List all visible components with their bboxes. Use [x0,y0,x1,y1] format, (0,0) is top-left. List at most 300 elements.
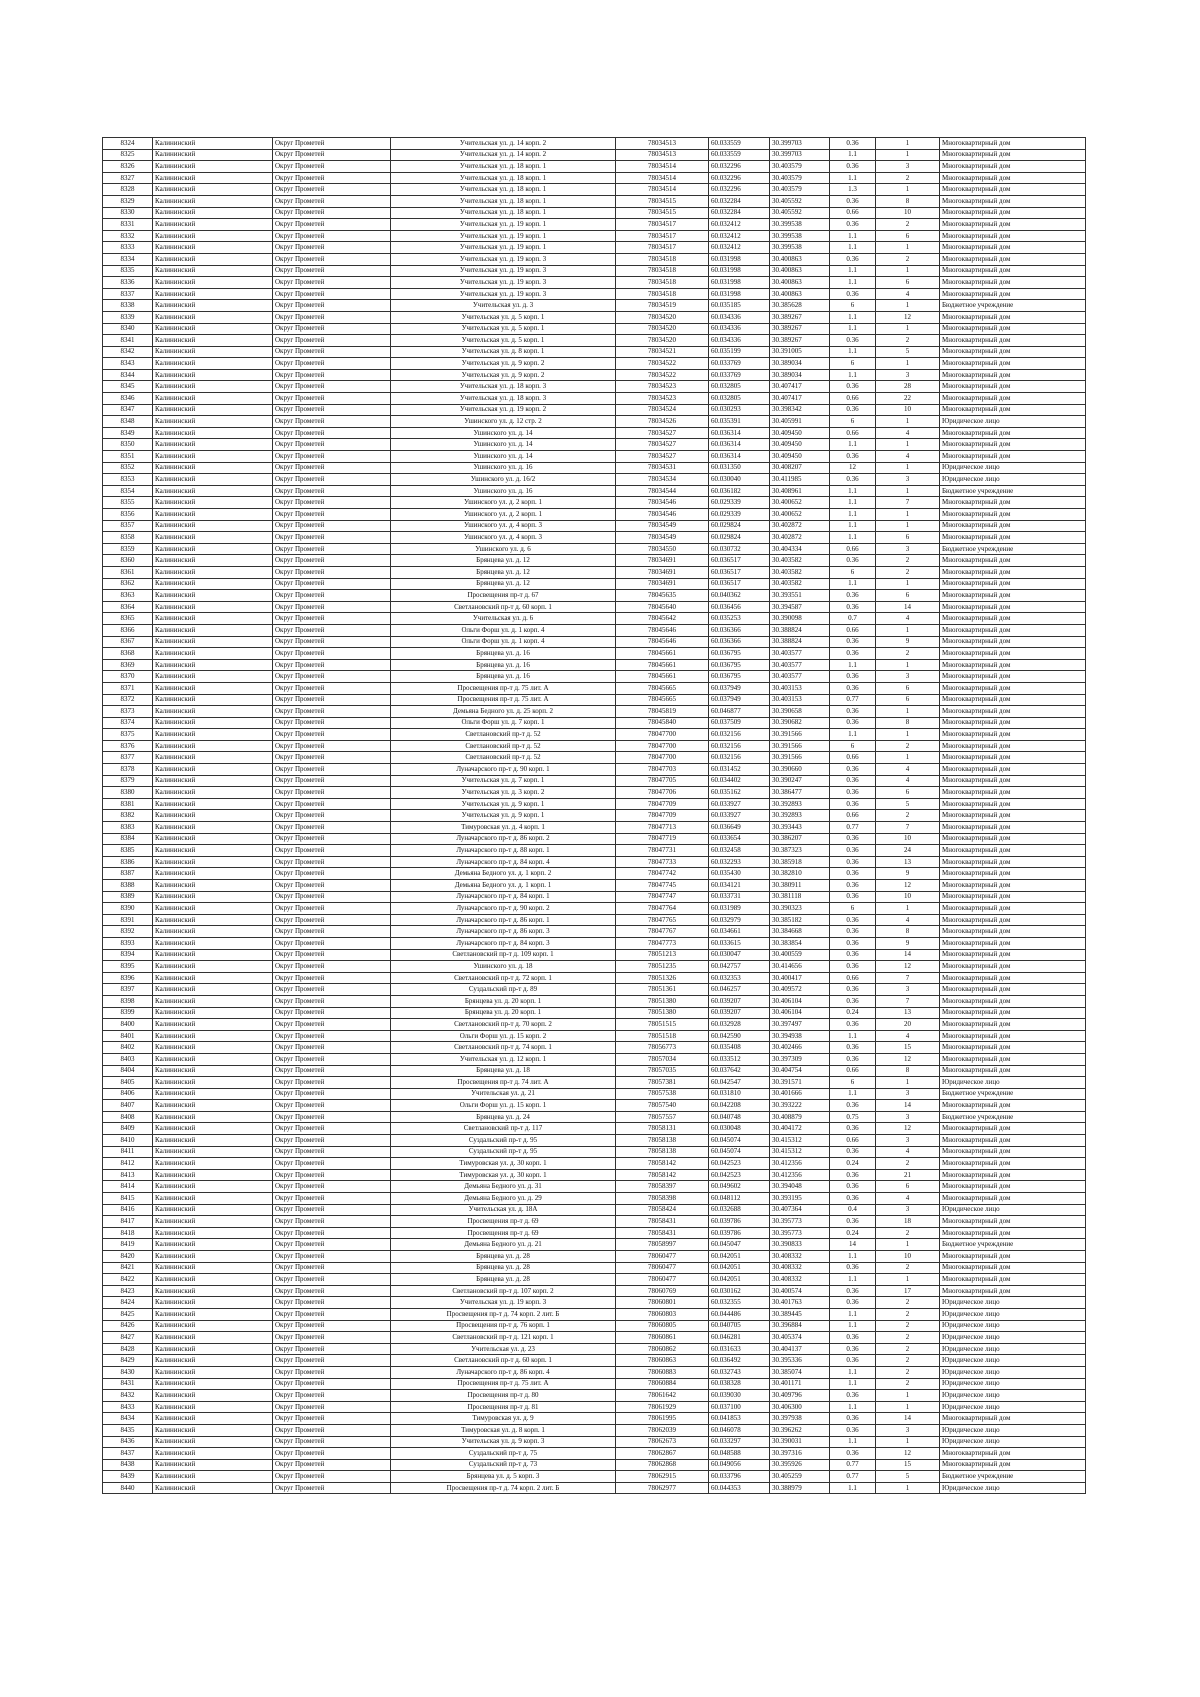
row-number: 8396 [103,972,153,984]
row-number: 8362 [103,578,153,590]
municipality-cell: Округ Прометей [273,636,391,648]
row-number: 8409 [103,1123,153,1135]
volume-cell: 0.36 [830,937,876,949]
table-row [103,555,1086,567]
category-cell: Многоквартирный дом [940,1448,1086,1460]
table-row [103,323,1086,335]
district-cell: Калининский [153,543,273,555]
address-cell: Ольги Форш ул. д. 1 корп. 4 [391,624,616,636]
category-cell: Многоквартирный дом [940,1053,1086,1065]
address-cell: Светлановский пр-т д. 74 корп. 1 [391,1042,616,1054]
row-number: 8328 [103,184,153,196]
count-cell: 2 [876,1158,940,1170]
volume-cell: 0.36 [830,1262,876,1274]
count-cell: 3 [876,474,940,486]
latitude-cell: 60.031998 [709,253,770,265]
municipality-cell: Округ Прометей [273,590,391,602]
row-number: 8364 [103,601,153,613]
latitude-cell: 60.039786 [709,1227,770,1239]
volume-cell: 0.36 [830,161,876,173]
category-cell: Многоквартирный дом [940,624,1086,636]
district-cell: Калининский [153,775,273,787]
address-cell: Демьяна Бедного ул. д. 1 корп. 2 [391,868,616,880]
address-cell: Учительская ул. д. 14 корп. 2 [391,138,616,150]
latitude-cell: 60.036314 [709,439,770,451]
count-cell: 1 [876,149,940,161]
category-cell: Многоквартирный дом [940,1158,1086,1170]
volume-cell: 1.1 [830,323,876,335]
object-id-cell: 78047709 [616,810,709,822]
count-cell: 2 [876,1343,940,1355]
category-cell: Многоквартирный дом [940,404,1086,416]
latitude-cell: 60.036366 [709,636,770,648]
district-cell: Калининский [153,1146,273,1158]
municipality-cell: Округ Прометей [273,787,391,799]
table-row [103,1366,1086,1378]
address-cell: Брянцева ул. д. 16 [391,648,616,660]
category-cell: Многоквартирный дом [940,613,1086,625]
district-cell: Калининский [153,300,273,312]
longitude-cell: 30.403582 [770,555,830,567]
district-cell: Калининский [153,1216,273,1228]
volume-cell: 0.7 [830,613,876,625]
longitude-cell: 30.389267 [770,335,830,347]
latitude-cell: 60.045074 [709,1146,770,1158]
municipality-cell: Округ Прометей [273,1077,391,1089]
count-cell: 4 [876,613,940,625]
district-cell: Калининский [153,578,273,590]
table-row [103,543,1086,555]
district-cell: Калининский [153,868,273,880]
district-cell: Калининский [153,995,273,1007]
category-cell: Бюджетное учреждение [940,300,1086,312]
address-cell: Учительская ул. д. 19 корп. 1 [391,242,616,254]
longitude-cell: 30.400652 [770,497,830,509]
latitude-cell: 60.040705 [709,1320,770,1332]
count-cell: 21 [876,1169,940,1181]
row-number: 8379 [103,775,153,787]
count-cell: 4 [876,1193,940,1205]
district-cell: Калининский [153,1181,273,1193]
volume-cell: 0.66 [830,810,876,822]
address-cell: Ольги Форш ул. д. 1 корп. 4 [391,636,616,648]
volume-cell: 0.36 [830,1413,876,1425]
object-id-cell: 78034520 [616,311,709,323]
table-row [103,845,1086,857]
municipality-cell: Округ Прометей [273,381,391,393]
longitude-cell: 30.403582 [770,566,830,578]
object-id-cell: 78034549 [616,520,709,532]
object-id-cell: 78034518 [616,265,709,277]
object-id-cell: 78034531 [616,462,709,474]
table-row [103,1436,1086,1448]
table-row [103,485,1086,497]
table-row [103,1239,1086,1251]
municipality-cell: Округ Прометей [273,497,391,509]
volume-cell: 1.1 [830,242,876,254]
row-number: 8393 [103,937,153,949]
count-cell: 1 [876,1274,940,1286]
address-cell: Ушинского ул. д. 18 [391,961,616,973]
object-id-cell: 78051235 [616,961,709,973]
object-id-cell: 78057540 [616,1100,709,1112]
address-cell: Светлановский пр-т д. 52 [391,752,616,764]
latitude-cell: 60.036492 [709,1355,770,1367]
count-cell: 2 [876,648,940,660]
volume-cell: 0.36 [830,1042,876,1054]
longitude-cell: 30.409450 [770,427,830,439]
longitude-cell: 30.400417 [770,972,830,984]
address-cell: Ушинского ул. д. 16 [391,462,616,474]
volume-cell: 0.36 [830,195,876,207]
table-row [103,740,1086,752]
object-id-cell: 78058142 [616,1158,709,1170]
district-cell: Калининский [153,149,273,161]
object-id-cell: 78060805 [616,1320,709,1332]
district-cell: Калининский [153,509,273,521]
row-number: 8383 [103,822,153,834]
latitude-cell: 60.029339 [709,509,770,521]
table-row [103,172,1086,184]
latitude-cell: 60.042757 [709,961,770,973]
count-cell: 1 [876,729,940,741]
row-number: 8335 [103,265,153,277]
municipality-cell: Округ Прометей [273,937,391,949]
row-number: 8422 [103,1274,153,1286]
row-number: 8432 [103,1390,153,1402]
category-cell: Юридическое лицо [940,1297,1086,1309]
district-cell: Калининский [153,1088,273,1100]
address-cell: Просвещения пр-т д. 67 [391,590,616,602]
data-table [102,137,1086,1494]
category-cell: Юридическое лицо [940,1390,1086,1402]
table-row [103,242,1086,254]
category-cell: Юридическое лицо [940,1401,1086,1413]
table-row [103,682,1086,694]
table-row [103,230,1086,242]
count-cell: 1 [876,1436,940,1448]
longitude-cell: 30.405374 [770,1332,830,1344]
count-cell: 1 [876,706,940,718]
count-cell: 13 [876,856,940,868]
district-cell: Калининский [153,346,273,358]
address-cell: Учительская ул. д. 3 корп. 2 [391,787,616,799]
district-cell: Калининский [153,1042,273,1054]
longitude-cell: 30.414656 [770,961,830,973]
category-cell: Многоквартирный дом [940,1285,1086,1297]
municipality-cell: Округ Прометей [273,1123,391,1135]
longitude-cell: 30.388979 [770,1482,830,1494]
address-cell: Учительская ул. д. 9 корп. 3 [391,1436,616,1448]
longitude-cell: 30.401666 [770,1088,830,1100]
row-number: 8427 [103,1332,153,1344]
address-cell: Учительская ул. д. 5 корп. 1 [391,323,616,335]
address-cell: Брянцева ул. д. 28 [391,1251,616,1263]
longitude-cell: 30.394048 [770,1181,830,1193]
object-id-cell: 78045665 [616,694,709,706]
address-cell: Учительская ул. д. 19 корп. 3 [391,288,616,300]
latitude-cell: 60.037509 [709,717,770,729]
object-id-cell: 78045635 [616,590,709,602]
volume-cell: 0.36 [830,1332,876,1344]
district-cell: Калининский [153,984,273,996]
row-number: 8338 [103,300,153,312]
municipality-cell: Округ Прометей [273,265,391,277]
district-cell: Калининский [153,497,273,509]
table-row [103,1332,1086,1344]
volume-cell: 0.75 [830,1111,876,1123]
latitude-cell: 60.032412 [709,230,770,242]
category-cell: Многоквартирный дом [940,1216,1086,1228]
district-cell: Калининский [153,601,273,613]
count-cell: 2 [876,1227,940,1239]
longitude-cell: 30.389445 [770,1308,830,1320]
table-row [103,833,1086,845]
municipality-cell: Округ Прометей [273,659,391,671]
municipality-cell: Округ Прометей [273,1343,391,1355]
municipality-cell: Округ Прометей [273,462,391,474]
volume-cell: 0.36 [830,995,876,1007]
row-number: 8359 [103,543,153,555]
row-number: 8371 [103,682,153,694]
category-cell: Бюджетное учреждение [940,1111,1086,1123]
object-id-cell: 78034518 [616,253,709,265]
latitude-cell: 60.032293 [709,856,770,868]
address-cell: Учительская ул. д. 9 корп. 2 [391,358,616,370]
district-cell: Калининский [153,1251,273,1263]
longitude-cell: 30.391566 [770,729,830,741]
volume-cell: 1.1 [830,532,876,544]
address-cell: Ушинского ул. д. 2 корп. 1 [391,509,616,521]
volume-cell: 0.77 [830,694,876,706]
category-cell: Юридическое лицо [940,1077,1086,1089]
category-cell: Многоквартирный дом [940,810,1086,822]
latitude-cell: 60.030040 [709,474,770,486]
municipality-cell: Округ Прометей [273,485,391,497]
longitude-cell: 30.404754 [770,1065,830,1077]
object-id-cell: 78034526 [616,416,709,428]
municipality-cell: Округ Прометей [273,856,391,868]
object-id-cell: 78047706 [616,787,709,799]
table-row [103,358,1086,370]
latitude-cell: 60.044486 [709,1308,770,1320]
row-number: 8420 [103,1251,153,1263]
address-cell: Просвещения пр-т д. 81 [391,1401,616,1413]
category-cell: Многоквартирный дом [940,856,1086,868]
address-cell: Луначарского пр-т д. 88 корп. 1 [391,845,616,857]
address-cell: Луначарского пр-т д. 90 корп. 1 [391,764,616,776]
table-row [103,1355,1086,1367]
district-cell: Калининский [153,1332,273,1344]
longitude-cell: 30.408332 [770,1274,830,1286]
address-cell: Суздальский пр-т д. 73 [391,1459,616,1471]
longitude-cell: 30.391566 [770,752,830,764]
latitude-cell: 60.042523 [709,1169,770,1181]
object-id-cell: 78062977 [616,1482,709,1494]
latitude-cell: 60.037642 [709,1065,770,1077]
count-cell: 14 [876,949,940,961]
municipality-cell: Округ Прометей [273,427,391,439]
municipality-cell: Округ Прометей [273,949,391,961]
district-cell: Калининский [153,1471,273,1483]
object-id-cell: 78060769 [616,1285,709,1297]
volume-cell: 0.66 [830,1135,876,1147]
volume-cell: 0.36 [830,381,876,393]
category-cell: Многоквартирный дом [940,335,1086,347]
category-cell: Многоквартирный дом [940,1251,1086,1263]
count-cell: 7 [876,995,940,1007]
row-number: 8332 [103,230,153,242]
table-row [103,277,1086,289]
category-cell: Многоквартирный дом [940,764,1086,776]
category-cell: Многоквартирный дом [940,161,1086,173]
district-cell: Калининский [153,1053,273,1065]
object-id-cell: 78057381 [616,1077,709,1089]
count-cell: 24 [876,845,940,857]
count-cell: 1 [876,1390,940,1402]
latitude-cell: 60.042051 [709,1262,770,1274]
district-cell: Калининский [153,729,273,741]
count-cell: 2 [876,1366,940,1378]
volume-cell: 1.1 [830,1030,876,1042]
category-cell: Юридическое лицо [940,1332,1086,1344]
municipality-cell: Округ Прометей [273,230,391,242]
district-cell: Калининский [153,845,273,857]
district-cell: Калининский [153,1030,273,1042]
object-id-cell: 78051518 [616,1030,709,1042]
address-cell: Учительская ул. д. 18 корп. 1 [391,207,616,219]
count-cell: 4 [876,914,940,926]
object-id-cell: 78034527 [616,427,709,439]
latitude-cell: 60.032296 [709,184,770,196]
row-number: 8339 [103,311,153,323]
latitude-cell: 60.033927 [709,798,770,810]
count-cell: 2 [876,335,940,347]
latitude-cell: 60.037100 [709,1401,770,1413]
municipality-cell: Округ Прометей [273,1332,391,1344]
count-cell: 4 [876,427,940,439]
row-number: 8329 [103,195,153,207]
district-cell: Калининский [153,427,273,439]
longitude-cell: 30.406104 [770,995,830,1007]
table-row [103,937,1086,949]
latitude-cell: 60.034402 [709,775,770,787]
district-cell: Калининский [153,648,273,660]
table-row [103,729,1086,741]
district-cell: Калининский [153,404,273,416]
volume-cell: 0.24 [830,1007,876,1019]
category-cell: Многоквартирный дом [940,265,1086,277]
volume-cell: 6 [830,358,876,370]
volume-cell: 0.66 [830,427,876,439]
count-cell: 14 [876,1100,940,1112]
object-id-cell: 78061929 [616,1401,709,1413]
latitude-cell: 60.042547 [709,1077,770,1089]
district-cell: Калининский [153,219,273,231]
row-number: 8350 [103,439,153,451]
object-id-cell: 78047773 [616,937,709,949]
row-number: 8343 [103,358,153,370]
table-row [103,1413,1086,1425]
longitude-cell: 30.390682 [770,717,830,729]
row-number: 8348 [103,416,153,428]
municipality-cell: Округ Прометей [273,172,391,184]
object-id-cell: 78034513 [616,138,709,150]
table-row [103,369,1086,381]
district-cell: Калининский [153,752,273,764]
municipality-cell: Округ Прометей [273,671,391,683]
category-cell: Многоквартирный дом [940,729,1086,741]
row-number: 8433 [103,1401,153,1413]
object-id-cell: 78051380 [616,1007,709,1019]
object-id-cell: 78051361 [616,984,709,996]
table-row [103,787,1086,799]
category-cell: Многоквартирный дом [940,740,1086,752]
row-number: 8437 [103,1448,153,1460]
address-cell: Брянцева ул. д. 12 [391,566,616,578]
volume-cell: 1.1 [830,729,876,741]
municipality-cell: Округ Прометей [273,1401,391,1413]
district-cell: Калининский [153,1390,273,1402]
count-cell: 3 [876,1135,940,1147]
municipality-cell: Округ Прометей [273,335,391,347]
table-row [103,914,1086,926]
row-number: 8415 [103,1193,153,1205]
object-id-cell: 78034550 [616,543,709,555]
count-cell: 3 [876,369,940,381]
address-cell: Просвещения пр-т д. 75 лит. А [391,1378,616,1390]
address-cell: Учительская ул. д. 19 корп. 2 [391,404,616,416]
address-cell: Светлановский пр-т д. 52 [391,729,616,741]
table-row [103,509,1086,521]
address-cell: Брянцева ул. д. 12 [391,578,616,590]
volume-cell: 0.4 [830,1204,876,1216]
municipality-cell: Округ Прометей [273,682,391,694]
volume-cell: 0.36 [830,636,876,648]
category-cell: Многоквартирный дом [940,1262,1086,1274]
row-number: 8434 [103,1413,153,1425]
district-cell: Калининский [153,787,273,799]
municipality-cell: Округ Прометей [273,1285,391,1297]
object-id-cell: 78060477 [616,1262,709,1274]
volume-cell: 0.36 [830,1343,876,1355]
latitude-cell: 60.038328 [709,1378,770,1390]
municipality-cell: Округ Прометей [273,961,391,973]
row-number: 8416 [103,1204,153,1216]
count-cell: 1 [876,265,940,277]
object-id-cell: 78034519 [616,300,709,312]
longitude-cell: 30.405592 [770,207,830,219]
object-id-cell: 78047700 [616,740,709,752]
category-cell: Многоквартирный дом [940,891,1086,903]
count-cell: 8 [876,926,940,938]
row-number: 8408 [103,1111,153,1123]
row-number: 8373 [103,706,153,718]
row-number: 8438 [103,1459,153,1471]
address-cell: Учительская ул. д. 18А [391,1204,616,1216]
row-number: 8356 [103,509,153,521]
category-cell: Юридическое лицо [940,1320,1086,1332]
volume-cell: 6 [830,903,876,915]
category-cell: Многоквартирный дом [940,532,1086,544]
address-cell: Демьяна Бедного ул. д. 1 корп. 1 [391,880,616,892]
municipality-cell: Округ Прометей [273,1274,391,1286]
category-cell: Многоквартирный дом [940,520,1086,532]
category-cell: Многоквартирный дом [940,845,1086,857]
volume-cell: 1.1 [830,277,876,289]
table-row [103,520,1086,532]
count-cell: 1 [876,624,940,636]
